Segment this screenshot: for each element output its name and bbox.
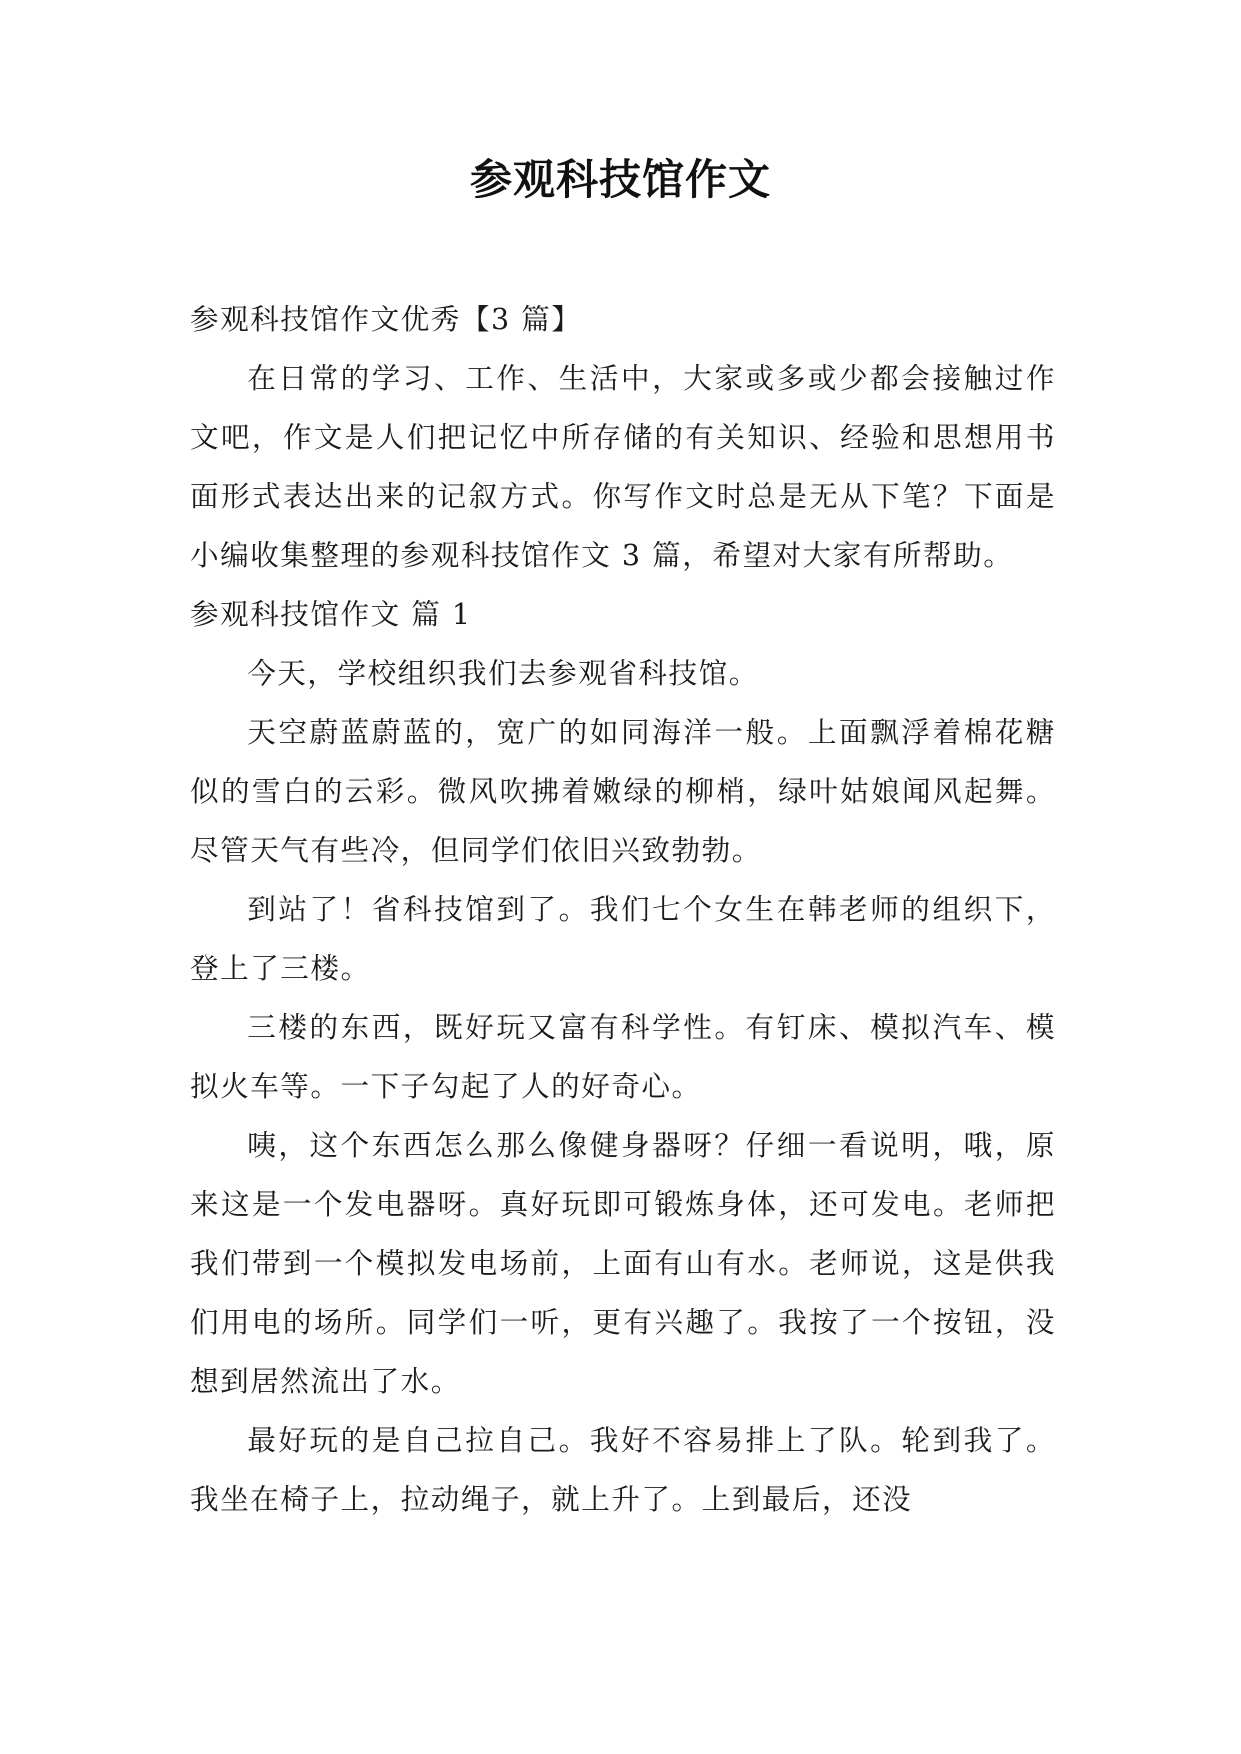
essay-paragraph: 三楼的东西，既好玩又富有科学性。有钉床、模拟汽车、模拟火车等。一下子勾起了人的好奇心。 <box>190 1010 1056 1103</box>
essay-paragraph: 最好玩的是自己拉自己。我好不容易排上了队。轮到我了。我坐在椅子上，拉动绳子，就上升了。上到最后，还没 <box>190 1423 1056 1516</box>
essay-paragraph: 天空蔚蓝蔚蓝的，宽广的如同海洋一般。上面飘浮着棉花糖似的雪白的云彩。微风吹拂着嫩绿的柳梢，绿叶姑娘闻风起舞。尽管天气有些冷，但同学们依旧兴致勃勃。 <box>190 715 1056 867</box>
section-heading: 参观科技馆作文 篇 1 <box>190 597 472 631</box>
essay-paragraph: 到站了！省科技馆到了。我们七个女生在韩老师的组织下，登上了三楼。 <box>190 892 1056 985</box>
intro-paragraph: 在日常的学习、工作、生活中，大家或多或少都会接触过作文吧，作文是人们把记忆中所存储的有关知识、经验和思想用书面形式表达出来的记叙方式。你写作文时总是无从下笔？下面是小编收集整理的参观科技馆作文 3 篇，希望对大家有所帮助。 <box>190 361 1056 572</box>
document-subtitle: 参观科技馆作文优秀【3 篇】 <box>190 302 582 336</box>
document-title: 参观科技馆作文 <box>469 155 771 204</box>
document-body <box>190 290 1056 1529</box>
essay-paragraph: 今天，学校组织我们去参观省科技馆。 <box>247 656 759 690</box>
essay-paragraph: 咦，这个东西怎么那么像健身器呀？仔细一看说明，哦，原来这是一个发电器呀。真好玩即可锻炼身体，还可发电。老师把我们带到一个模拟发电场前，上面有山有水。老师说，这是供我们用电的场所。同学们一听，更有兴趣了。我按了一个按钮，没想到居然流出了水。 <box>190 1128 1056 1398</box>
